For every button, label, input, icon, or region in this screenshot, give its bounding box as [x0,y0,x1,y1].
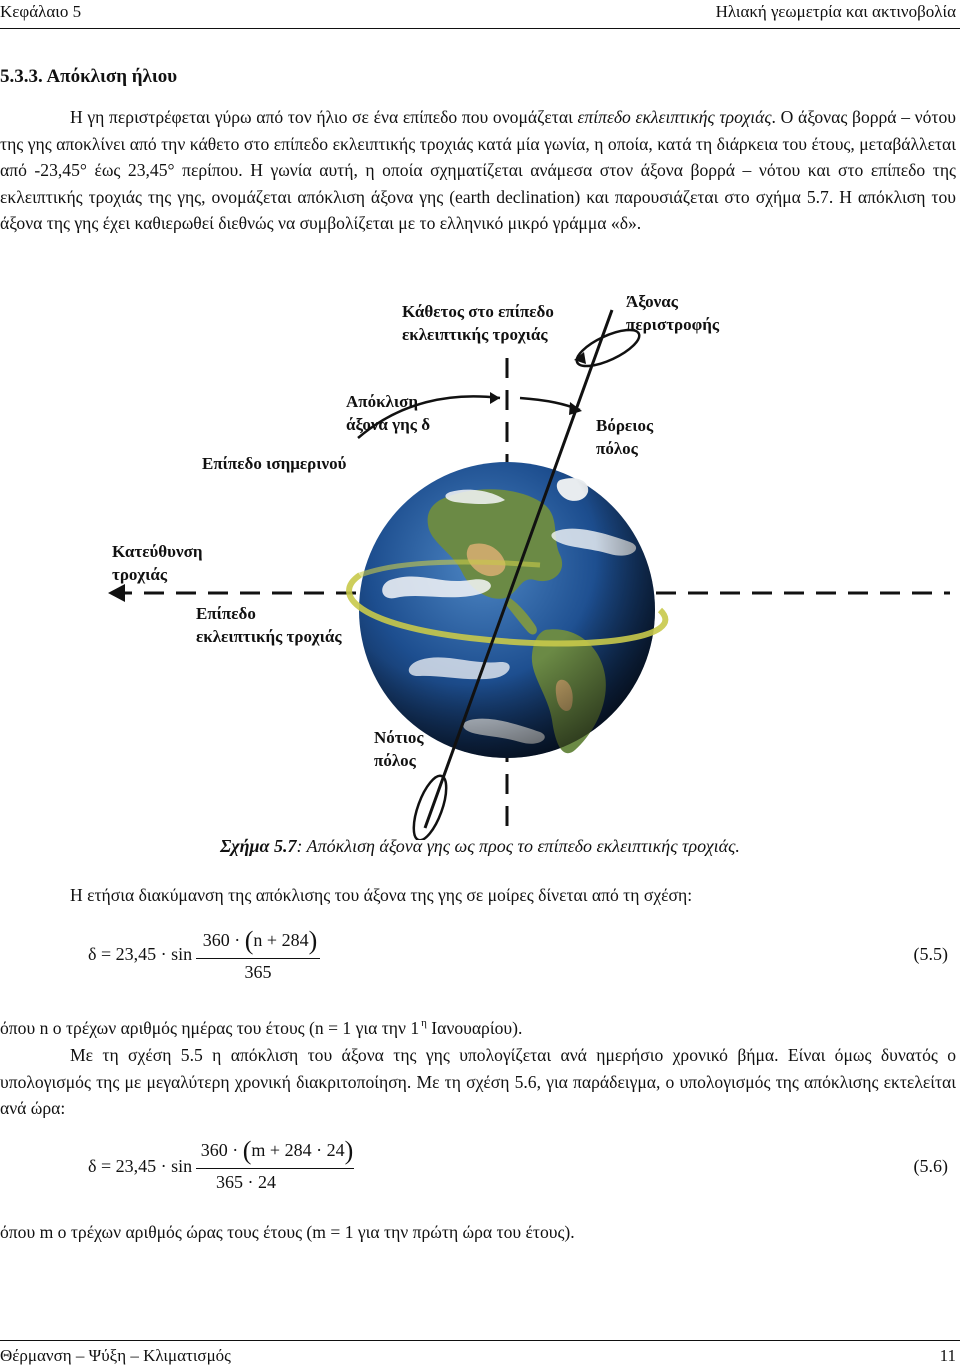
running-header [0,0,960,28]
eq2-fraction-bar [196,1168,354,1169]
eq2-definition: όπου m ο τρέχων αριθμός ώρας τους έτους (m = 1 για την πρώτη ώρα του έτους). [0,1222,575,1242]
header-divider [0,28,960,29]
eq1-definition [0,1010,956,1042]
intro-text-b: . Ο άξονας βορρά – νότου της γης αποκλίνει από την κάθετο στο επίπεδο εκλειπτικής τροχιάς κατά μία γωνία, η οποία, κατά τη διάρκεια του έτους, μεταβάλλεται από -23,45° έως 23,45° περίπου. Η γωνία αυτή, η οποία σχηματίζεται ανάμεσα στον άξονα βορρά – νότου και στο επίπεδο της εκλειπτικής τροχιάς της γης, ονομάζεται απόκλιση άξονα γης (earth declination) και παρουσιάζεται στο σχήμα 5.7. Η απόκλιση του άξονα της γης έχει καθιερωθεί διεθνώς να συμβολίζεται με το ελληνικό μικρό γράμμα «δ». [0,107,956,233]
eq1-fraction-bar [196,958,320,959]
label-ecliptic-plane: Επίπεδο εκλειπτικής τροχιάς [196,604,342,646]
earth-globe [359,462,655,758]
label-declination: Απόκλιση άξονα γης δ [346,392,431,434]
footer-divider [0,1340,960,1341]
intro-text-a: Η γη περιστρέφεται γύρω από τον ήλιο σε ένα επίπεδο που ονομάζεται [70,107,578,127]
hourly-paragraph: Με τη σχέση 5.5 η απόκλιση του άξονα της γης υπολογίζεται ανά ημερήσιο χρονικό βήμα. Είναι όμως δυνατός ο υπολογισμός της με μεγαλύτερη χρονική διακριτοποίηση. Με τη σχέση 5.6, για παράδειγμα, ο υπολογισμός της απόκλισης εκτελείται ανά ώρα: [0,1045,956,1118]
eq1-paren-open: ( [244,926,254,955]
caption-number: Σχήμα 5.7 [220,836,297,856]
chapter-title: Ηλιακή γεωμετρία και ακτινοβολία [715,2,956,21]
chapter-label: Κεφάλαιο 5 [0,2,82,21]
eq2-num-pre: 360 · [200,1140,239,1160]
bottom-rotation-ellipse [407,772,453,840]
eq2-denominator: 365 · 24 [216,1172,276,1192]
label-perpendicular: Κάθετος στο επίπεδο εκλειπτικής τροχιάς [402,302,554,344]
formula-intro: Η ετήσια διακύμανση της απόκλισης του άξονα της γης σε μοίρες δίνεται από τη σχέση: [70,885,693,905]
intro-paragraph [0,104,956,237]
eq2-paren-open: ( [242,1136,252,1165]
label-equator-plane: Επίπεδο ισημερινού [202,454,347,473]
eq2-paren-close: ) [344,1136,354,1165]
eq1-number: (5.5) [913,944,948,964]
earth-declination-figure [0,280,960,840]
section-title: 5.3.3. Απόκλιση ήλιου [0,66,178,87]
orbit-direction-arrowhead [108,584,125,602]
eq1-num-inner: n + 284 [253,930,309,950]
book-title: Θέρμανση – Ψύξη – Κλιματισμός [0,1346,231,1365]
declination-arrow-left [490,392,500,404]
eq2-num-inner: m + 284 · 24 [251,1140,345,1160]
eq1-denominator: 365 [244,962,272,982]
label-orbit-direction: Κατεύθυνση τροχιάς [112,542,203,584]
eq1-def-text: όπου n ο τρέχων αριθμός ημέρας του έτους (n = 1 για την 1 [0,1018,420,1038]
eq1-paren-close: ) [308,926,318,955]
figure-caption [0,836,960,857]
eq2-numerator [198,1136,356,1165]
eq2-number: (5.6) [913,1156,948,1176]
label-rotation-axis: Άξονας περιστροφής [626,292,720,334]
label-north-pole: Βόρειος πόλος [596,416,654,458]
eq1-lhs: δ = 23,45 · sin [88,944,193,964]
eq1-def-sup: η [421,1017,427,1029]
intro-emphasis: επίπεδο εκλειπτικής τροχιάς [577,107,772,127]
page-number: 11 [939,1346,956,1365]
eq2-lhs: δ = 23,45 · sin [88,1156,193,1176]
eq1-num-pre: 360 · [202,930,241,950]
equation-5-6 [0,1138,960,1208]
equation-5-5 [0,926,960,1000]
eq1-def-end: Ιανουαρίου). [426,1018,523,1038]
caption-text: : Απόκλιση άξονα γης ως προς το επίπεδο εκλειπτικής τροχιάς. [296,836,740,856]
label-south-pole: Νότιος πόλος [374,728,424,770]
eq1-numerator [198,926,322,955]
